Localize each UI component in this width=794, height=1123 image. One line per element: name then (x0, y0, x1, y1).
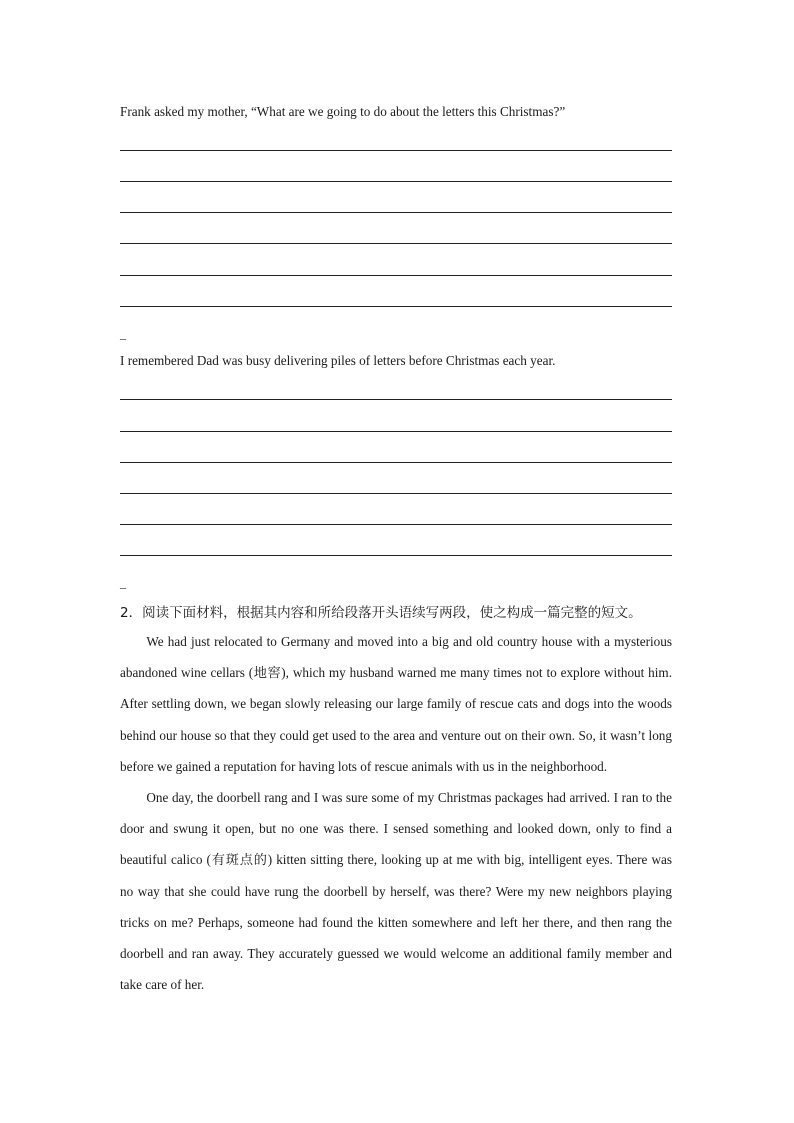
writing-line (120, 399, 672, 400)
writing-line (120, 150, 672, 151)
paragraph-starter-1: Frank asked my mother, “What are we going to do about the letters this Christmas?” (120, 104, 566, 119)
end-mark: _ (120, 327, 126, 341)
writing-line (120, 555, 672, 556)
writing-line (120, 275, 672, 276)
end-mark: _ (120, 576, 126, 590)
writing-line (120, 243, 672, 244)
writing-line (120, 462, 672, 463)
writing-line (120, 181, 672, 182)
writing-line (120, 524, 672, 525)
reading-passage (120, 626, 672, 1000)
writing-line (120, 306, 672, 307)
question-title: 2．阅读下面材料，根据其内容和所给段落开头语续写两段，使之构成一篇完整的短文。 (120, 605, 642, 621)
writing-line (120, 493, 672, 494)
passage-paragraph: We had just relocated to Germany and moved into a big and old country house with a mysterious abandoned wine cellars (地窖), which my husband warned me many times not to explore without him. After settling down, we began slowly releasing our large family of rescue cats and dogs into the woods behind our house so that they could get used to the area and venture out on their own. So, it wasn’t long before we gained a reputation for having lots of rescue animals with us in the neighborhood. (120, 634, 672, 774)
paragraph-starter-2: I remembered Dad was busy delivering piles of letters before Christmas each year. (120, 353, 556, 368)
writing-line (120, 212, 672, 213)
passage-paragraph: One day, the doorbell rang and I was sure some of my Christmas packages had arrived. I ran to the door and swung it open, but no one was there. I sensed something and looked down, only to find a beautiful calico (有斑点的) kitten sitting there, looking up at me with big, intelligent eyes. There was no way that she could have rung the doorbell by herself, was there? Were my new neighbors playing tricks on me? Perhaps, someone had found the kitten somewhere and left her there, and then rang the doorbell and ran away. They accurately guessed we would welcome an additional family member and take care of her. (120, 790, 672, 993)
writing-line (120, 431, 672, 432)
